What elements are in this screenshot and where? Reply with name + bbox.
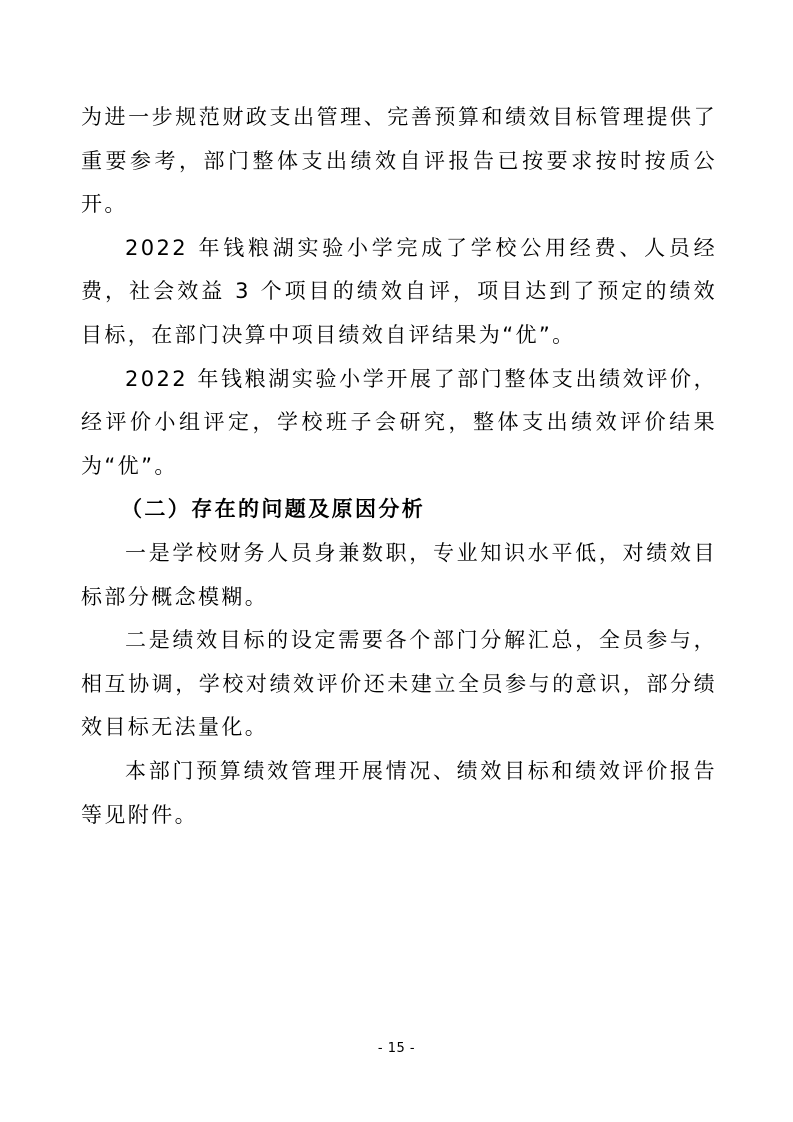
- paragraph-self-evaluation: 2022 年钱粮湖实验小学完成了学校公用经费、人员经费，社会效益 3 个项目的绩效自评，项目达到了预定的绩效目标，在部门决算中项目绩效自评结果为“优”。: [81, 235, 717, 347]
- paragraph-problem-one: 一是学校财务人员身兼数职，专业知识水平低，对绩效目标部分概念模糊。: [81, 540, 717, 609]
- page-number: - 15 -: [377, 1041, 416, 1056]
- paragraph-problem-two: 二是绩效目标的设定需要各个部门分解汇总，全员参与，相互协调，学校对绩效评价还未建立全员参与的意识，部分绩效目标无法量化。: [81, 628, 717, 740]
- section-heading: （二）存在的问题及原因分析: [121, 497, 426, 522]
- paragraph-continuation: 为进一步规范财政支出管理、完善预算和绩效目标管理提供了重要参考，部门整体支出绩效自评报告已按要求按时按质公开。: [81, 105, 717, 217]
- paragraph-overall-evaluation: 2022 年钱粮湖实验小学开展了部门整体支出绩效评价，经评价小组评定，学校班子会研究，整体支出绩效评价结果为“优”。: [81, 366, 717, 478]
- body-text: [81, 96, 717, 837]
- paragraph-attachment-note: 本部门预算绩效管理开展情况、绩效目标和绩效评价报告等见附件。: [81, 758, 717, 827]
